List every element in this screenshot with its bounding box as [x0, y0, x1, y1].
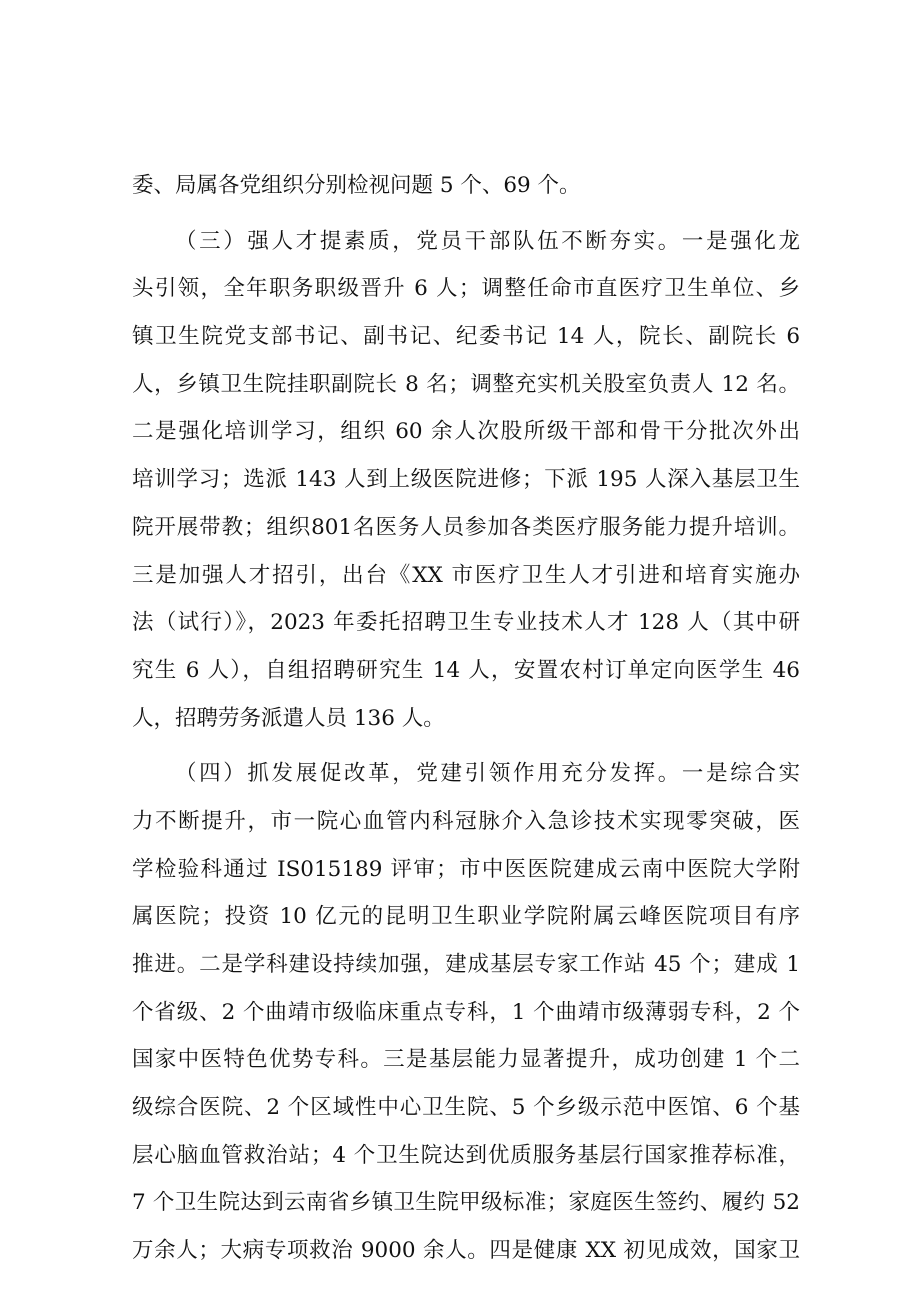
text-line: 万余人；大病专项救治 9000 余人。四是健康 XX 初见成效，国家卫 [132, 1238, 800, 1264]
text-line: 法（试行）》，2023 年委托招聘卫生专业技术人才 128 人（其中研 [132, 610, 800, 636]
text-line: 层心脑血管救治站；4 个卫生院达到优质服务基层行国家推荐标准， [132, 1142, 800, 1168]
text-line: 力不断提升，市一院心血管内科冠脉介入急诊技术实现零突破，医 [132, 808, 800, 834]
paragraph-section-3 [132, 218, 800, 743]
paragraph-continuation [132, 162, 800, 210]
text-line: 个省级、2 个曲靖市级临床重点专科，1 个曲靖市级薄弱专科，2 个 [132, 999, 800, 1025]
paragraph-spacer [132, 210, 800, 218]
text-line: 培训学习；选派 143 人到上级医院进修；下派 195 人深入基层卫生 [132, 467, 800, 493]
text-line: 人，乡镇卫生院挂职副院长 8 名；调整充实机关股室负责人 12 名。 [132, 371, 800, 397]
text-line: 属医院；投资 10 亿元的昆明卫生职业学院附属云峰医院项目有序 [132, 904, 800, 930]
text-line: 人，招聘劳务派遣人员 136 人。 [132, 705, 445, 731]
text-line: 7 个卫生院达到云南省乡镇卫生院甲级标准；家庭医生签约、履约 52 [132, 1190, 800, 1216]
text-line: 院开展带教；组织801名医务人员参加各类医疗服务能力提升培训。 [132, 514, 800, 540]
document-body [132, 162, 800, 1275]
text-line: 镇卫生院党支部书记、副书记、纪委书记 14 人，院长、副院长 6 [132, 324, 800, 350]
text-line: （四）抓发展促改革，党建引领作用充分发挥。一是综合实 [175, 761, 800, 787]
text-line: 三是加强人才招引，出台《XX 市医疗卫生人才引进和培育实施办 [132, 562, 800, 588]
paragraph-spacer [132, 742, 800, 750]
text-line: 二是强化培训学习，组织 60 余人次股所级干部和骨干分批次外出 [132, 419, 800, 445]
paragraph-section-4 [132, 750, 800, 1275]
text-line: 究生 6 人），自组招聘研究生 14 人，安置农村订单定向医学生 46 [132, 657, 800, 683]
text-line: （三）强人才提素质，党员干部队伍不断夯实。一是强化龙 [175, 228, 800, 254]
text-line: 学检验科通过 IS015189 评审；市中医医院建成云南中医院大学附 [132, 856, 800, 882]
text-line: 推进。二是学科建设持续加强，建成基层专家工作站 45 个；建成 1 [132, 952, 800, 977]
text-line: 国家中医特色优势专科。三是基层能力显著提升，成功创建 1 个二 [132, 1047, 800, 1073]
text-line: 级综合医院、2 个区域性中心卫生院、5 个乡级示范中医馆、6 个基 [132, 1095, 800, 1121]
text-line: 委、局属各党组织分别检视问题 5 个、69 个。 [132, 173, 581, 198]
text-line: 头引领，全年职务职级晋升 6 人；调整任命市直医疗卫生单位、乡 [132, 276, 800, 302]
